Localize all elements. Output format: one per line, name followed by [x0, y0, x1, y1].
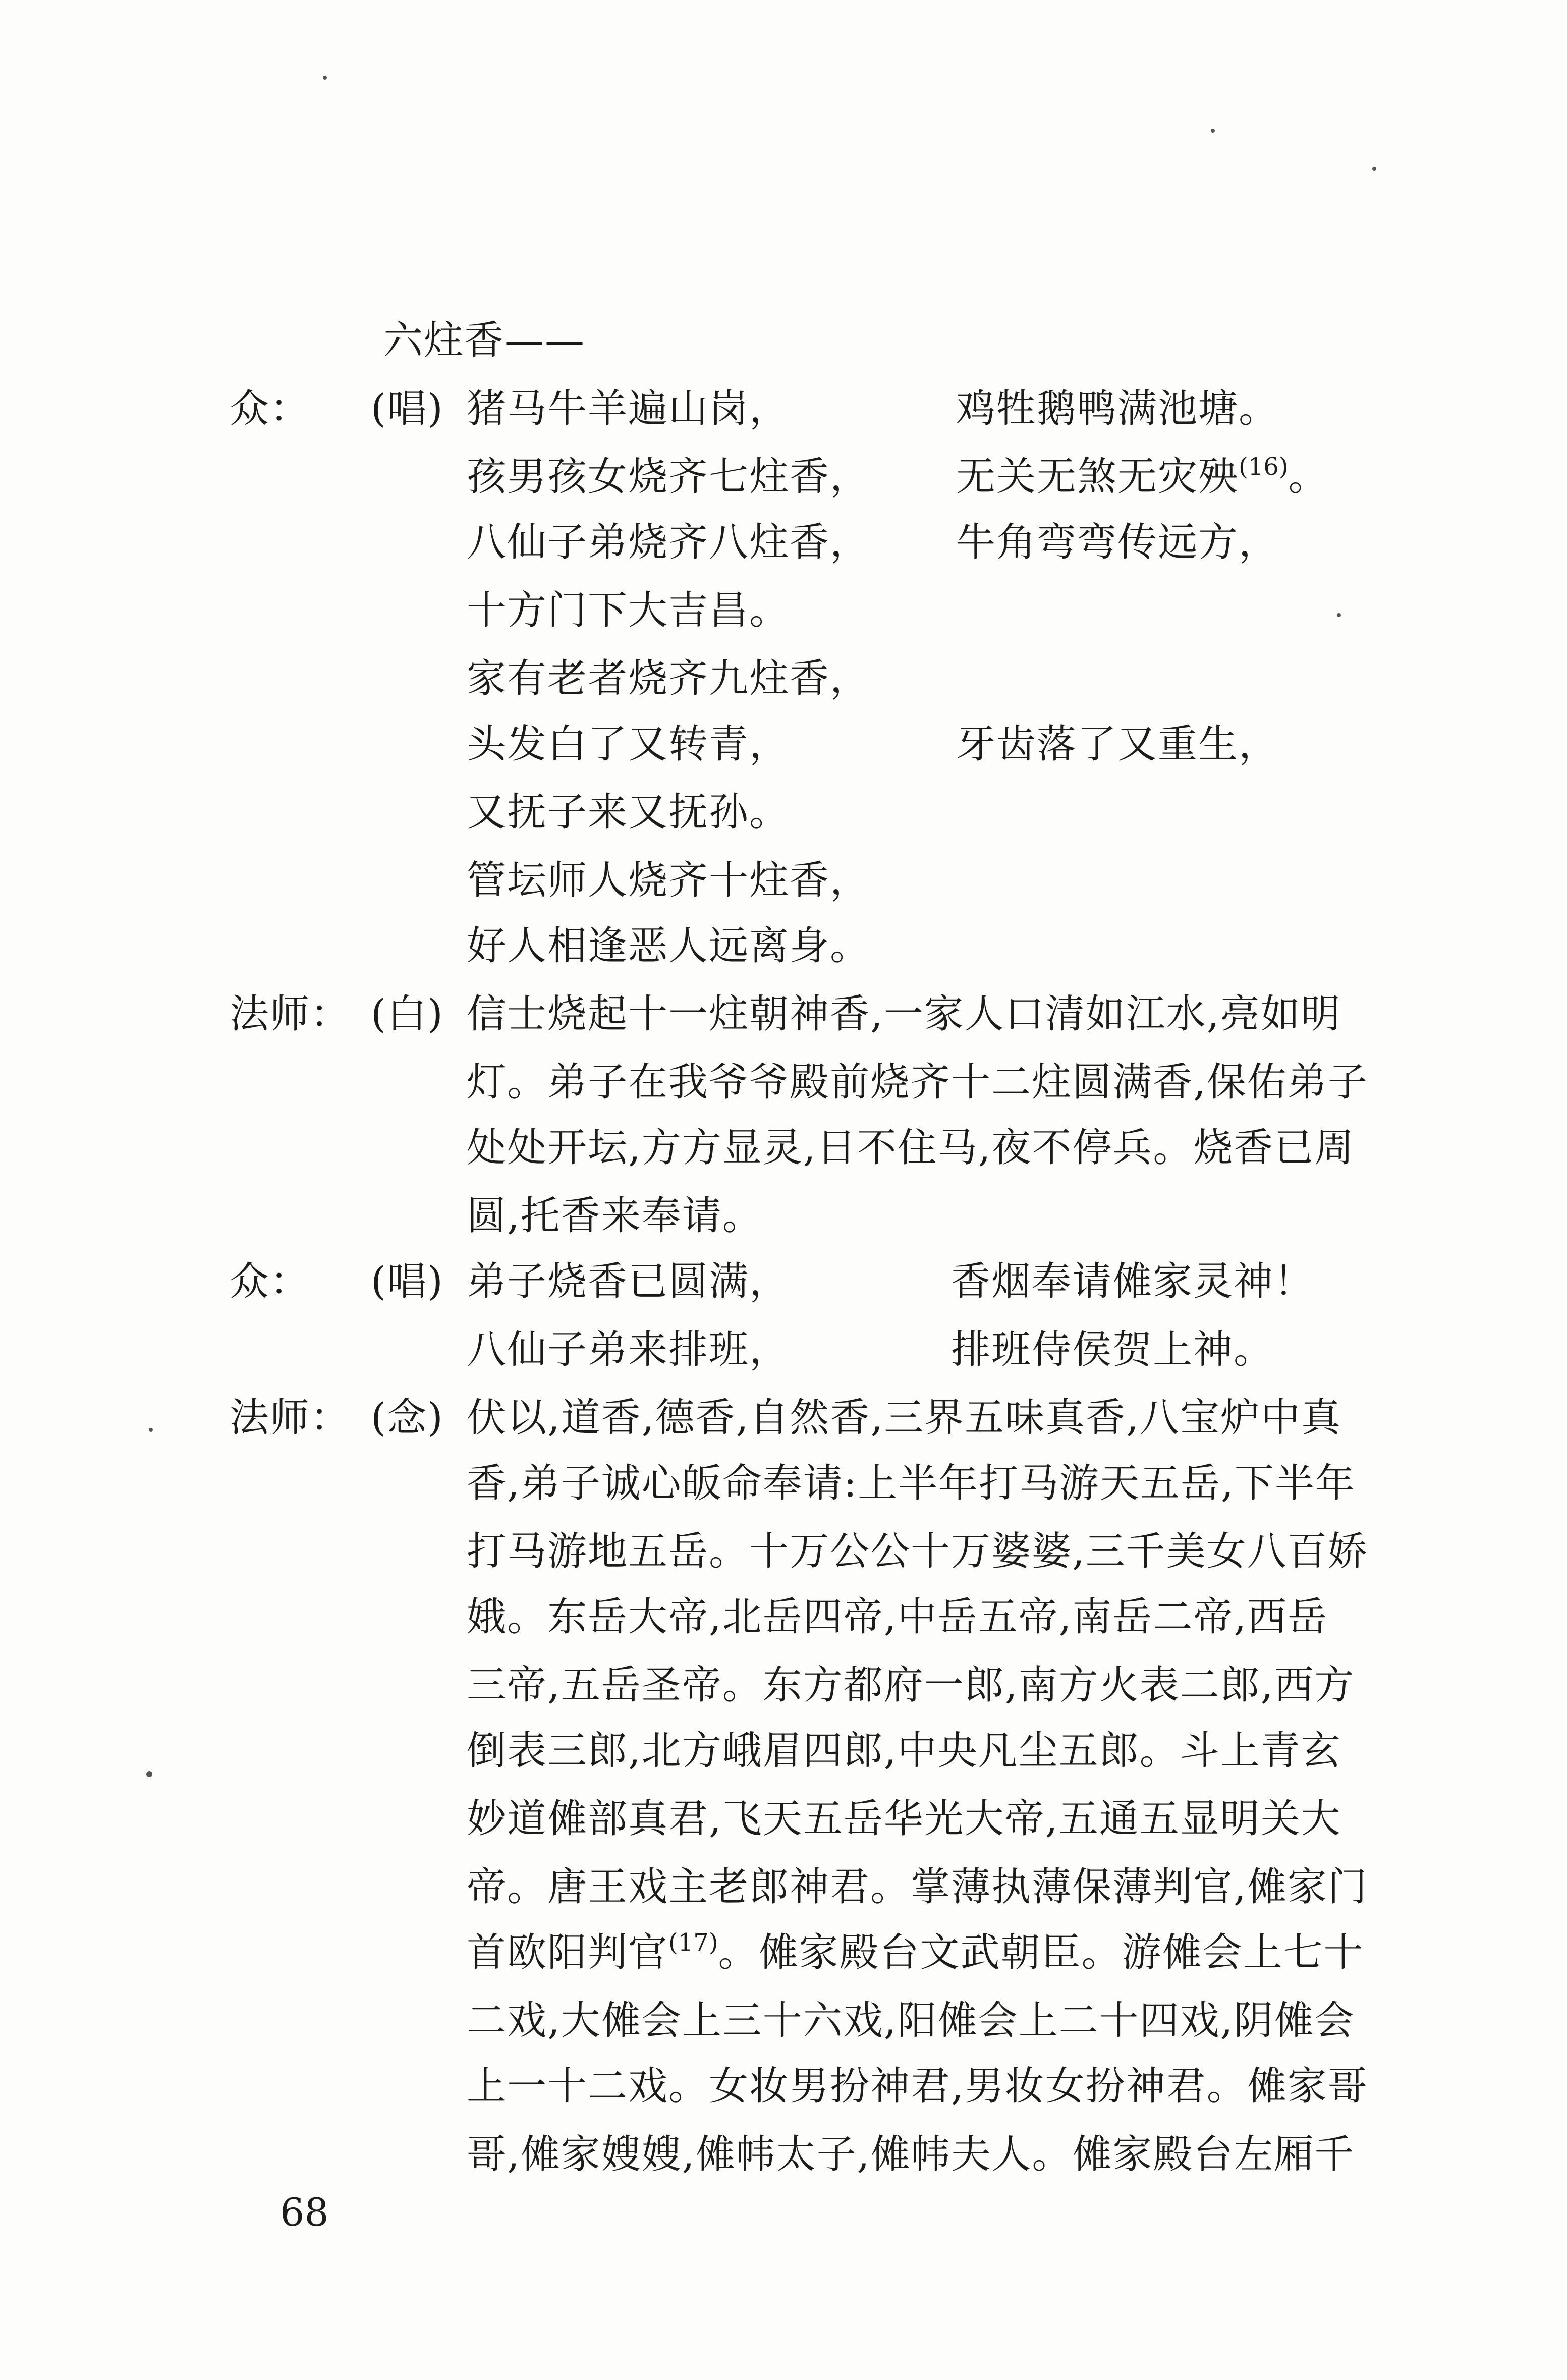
prose-line: 处处开坛,方方显灵,日不住马,夜不停兵。烧香已周	[467, 1125, 1355, 1171]
scan-speck	[1337, 613, 1341, 617]
verse-line: 又抚子来又抚孙。	[467, 790, 790, 835]
verse-line: 牛角弯弯传远方，	[956, 520, 1279, 565]
prose-line: 上一十二戏。女妆男扮神君,男妆女扮神君。傩家哥	[467, 2064, 1368, 2109]
speaker-label: 法师：	[230, 1395, 351, 1441]
verse-text: 无关无煞无灾殃	[956, 454, 1239, 500]
verse-line: 八仙子弟来排班，	[467, 1327, 790, 1372]
prose-text: 。傩家殿台文武朝臣。游傩会上七十	[718, 1930, 1364, 1975]
prose-line: 倒表三郎,北方峨眉四郎,中央凡尘五郎。斗上青玄	[467, 1728, 1341, 1774]
verse-line: 孩男孩女烧齐七炷香，	[467, 454, 871, 500]
section-heading: 六炷香——	[383, 318, 586, 363]
mode-marker: (唱)	[371, 386, 444, 431]
prose-line: 二戏,大傩会上三十六戏,阳傩会上二十四戏,阴傩会	[467, 1998, 1355, 2043]
prose-line: 妙道傩部真君,飞天五岳华光大帝,五通五显明关大	[467, 1796, 1341, 1842]
scan-speck	[1211, 129, 1215, 133]
speaker-label: 众：	[230, 1259, 311, 1304]
verse-line: 猪马牛羊遍山岗，	[467, 386, 790, 431]
verse-line: 管坛师人烧齐十炷香，	[467, 858, 871, 903]
prose-line: 圆,托香来奉请。	[467, 1193, 763, 1239]
prose-line-with-footnote	[467, 1927, 1364, 1978]
prose-line: 帝。唐王戏主老郎神君。掌薄执薄保薄判官,傩家门	[467, 1864, 1368, 1910]
scan-speck	[1372, 167, 1376, 171]
page-number: 68	[280, 2190, 329, 2235]
verse-line: 头发白了又转青，	[467, 722, 790, 767]
mode-marker: (念)	[371, 1395, 444, 1441]
prose-line: 信士烧起十一炷朝神香,一家人口清如江水,亮如明	[467, 991, 1341, 1037]
mode-marker: (唱)	[371, 1259, 444, 1304]
verse-line: 十方门下大吉昌。	[467, 588, 790, 633]
verse-line: 香烟奉请傩家灵神！	[951, 1259, 1315, 1304]
scan-speck	[149, 1428, 153, 1432]
verse-line: 家有老者烧齐九炷香，	[467, 656, 871, 701]
speaker-label: 法师：	[230, 991, 351, 1037]
footnote-marker: (17)	[668, 1928, 718, 1957]
verse-line: 排班侍侯贺上神。	[951, 1327, 1274, 1372]
punctuation: 。	[1288, 454, 1329, 500]
prose-line: 娥。东岳大帝,北岳四帝,中岳五帝,南岳二帝,西岳	[467, 1594, 1328, 1640]
scan-speck	[323, 76, 327, 80]
prose-line: 打马游地五岳。十万公公十万婆婆,三千美女八百娇	[467, 1529, 1368, 1574]
mode-marker: (白)	[371, 991, 444, 1037]
verse-line-with-footnote	[956, 452, 1329, 502]
prose-line: 香,弟子诚心皈命奉请:上半年打马游天五岳,下半年	[467, 1461, 1356, 1506]
scan-speck	[146, 1771, 152, 1777]
prose-line: 伏以,道香,德香,自然香,三界五味真香,八宝炉中真	[467, 1395, 1341, 1441]
verse-line: 鸡牲鹅鸭满池塘。	[956, 386, 1279, 431]
prose-line: 三帝,五岳圣帝。东方都府一郎,南方火表二郎,西方	[467, 1663, 1355, 1708]
verse-line: 弟子烧香已圆满，	[467, 1259, 790, 1304]
footnote-marker: (16)	[1239, 453, 1289, 481]
verse-line: 牙齿落了又重生，	[956, 722, 1279, 767]
prose-text: 首欧阳判官	[467, 1930, 669, 1975]
speaker-label: 众：	[230, 386, 311, 431]
verse-line: 八仙子弟烧齐八炷香，	[467, 520, 871, 565]
prose-line: 哥,傩家嫂嫂,傩帏太子,傩帏夫人。傩家殿台左厢千	[467, 2132, 1355, 2177]
verse-line: 好人相逢恶人远离身。	[467, 923, 871, 969]
prose-line: 灯。弟子在我爷爷殿前烧齐十二炷圆满香,保佑弟子	[467, 1060, 1368, 1105]
